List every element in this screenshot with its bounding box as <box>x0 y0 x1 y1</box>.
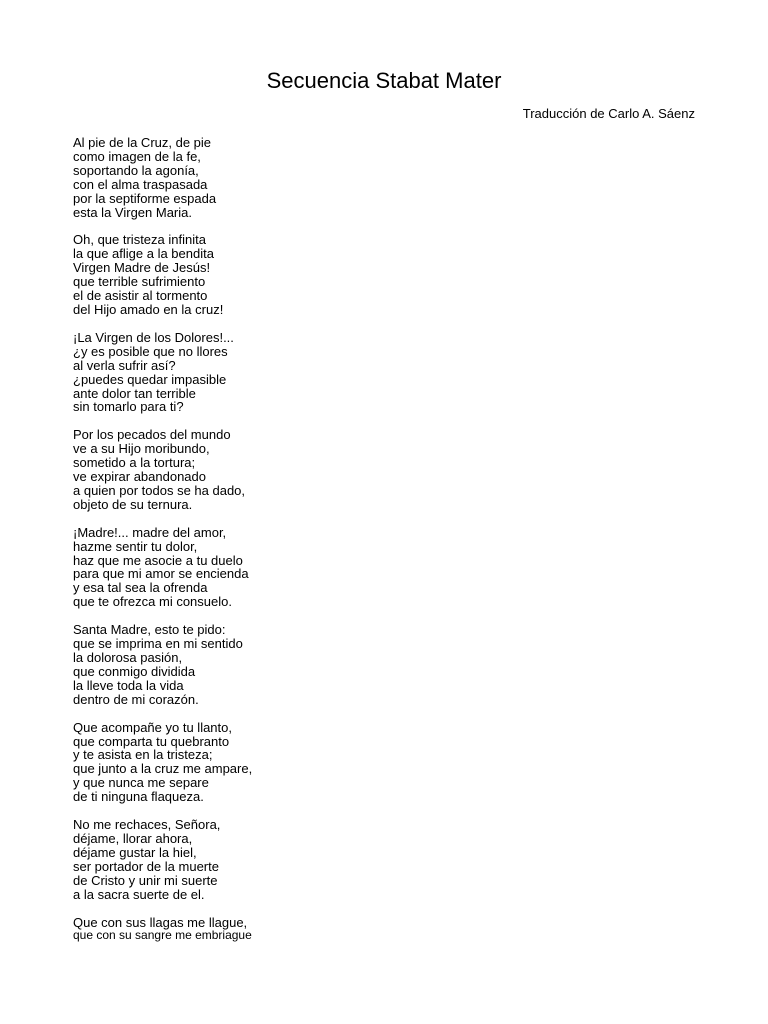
poem-line: ¡Madre!... madre del amor, <box>73 524 227 540</box>
poem-line: Que con sus llagas me llague, <box>73 914 248 930</box>
poem-line: dentro de mi corazón. <box>73 691 199 707</box>
poem-line: la que aflige a la bendita <box>73 246 214 262</box>
poem-line: que con su sangre me embriague <box>73 928 252 943</box>
poem-line: Que acompañe yo tu llanto, <box>73 719 232 735</box>
poem-line: ¿y es posible que no llores <box>73 343 228 359</box>
stanza-5 <box>73 526 693 609</box>
poem-line: No me rechaces, Señora, <box>73 817 221 833</box>
poem-line: ¡La Virgen de los Dolores!... <box>73 329 234 345</box>
poem-line: hazme sentir tu dolor, <box>73 538 198 554</box>
poem-line: que terrible sufrimiento <box>73 274 206 290</box>
poem-line: a la sacra suerte de el. <box>73 886 205 902</box>
poem-line: Al pie de la Cruz, de pie <box>73 135 212 150</box>
poem-line: a quien por todos se ha dado, <box>73 482 246 498</box>
poem-line: la lleve toda la vida <box>73 677 184 693</box>
stanza-9 <box>73 916 693 944</box>
stanza-4 <box>73 428 693 511</box>
poem-line: con el alma traspasada <box>73 176 208 192</box>
poem-body <box>73 136 693 957</box>
poem-line: como imagen de la fe, <box>73 148 201 164</box>
poem-line: y esa tal sea la ofrenda <box>73 580 208 596</box>
poem-line: Oh, que tristeza infinita <box>73 232 206 248</box>
poem-line: esta la Virgen Maria. <box>73 204 192 220</box>
poem-line: al verla sufrir así? <box>73 357 176 373</box>
poem-line: ¿puedes quedar impasible <box>73 371 227 387</box>
poem-line: Virgen Madre de Jesús! <box>73 260 211 276</box>
poem-line: sometido a la tortura; <box>73 455 196 471</box>
stanza-2 <box>73 233 693 316</box>
poem-line: que conmigo dividida <box>73 663 196 679</box>
poem-line: que se imprima en mi sentido <box>73 636 243 652</box>
poem-line: la dolorosa pasión, <box>73 650 183 665</box>
poem-line: déjame gustar la hiel, <box>73 844 197 860</box>
poem-line: sin tomarlo para ti? <box>73 399 184 415</box>
stanza-6 <box>73 623 693 706</box>
document-title: Secuencia Stabat Mater <box>266 68 502 93</box>
poem-line: Por los pecados del mundo <box>73 427 231 443</box>
poem-line: déjame, llorar ahora, <box>73 830 193 846</box>
poem-line: Santa Madre, esto te pido: <box>73 622 226 638</box>
poem-line: que junto a la cruz me ampare, <box>73 761 253 777</box>
stanza-8 <box>73 818 693 901</box>
poem-line: y que nunca me separe <box>73 775 209 791</box>
poem-line: que te ofrezca mi consuelo. <box>73 594 232 610</box>
poem-line: objeto de su ternura. <box>73 496 193 512</box>
poem-line: por la septiforme espada <box>73 190 217 206</box>
poem-line: y te asista en la tristeza; <box>73 747 213 763</box>
poem-line: de Cristo y unir mi suerte <box>73 872 218 888</box>
poem-line: haz que me asocie a tu duelo <box>73 552 243 568</box>
poem-line: para que mi amor se encienda <box>73 566 249 582</box>
poem-line: del Hijo amado en la cruz! <box>73 301 224 317</box>
poem-line: ve expirar abandonado <box>73 469 206 485</box>
stanza-7 <box>73 721 693 804</box>
translation-credit: Traducción de Carlo A. Sáenz <box>522 106 695 121</box>
poem-line: que comparta tu quebranto <box>73 733 230 749</box>
stanza-3 <box>73 331 693 414</box>
stanza-1 <box>73 136 693 219</box>
poem-line: de ti ninguna flaqueza. <box>73 789 204 805</box>
poem-line: ante dolor tan terrible <box>73 385 196 401</box>
poem-line: soportando la agonía, <box>73 162 199 178</box>
poem-line: ser portador de la muerte <box>73 858 219 874</box>
poem-line: el de asistir al tormento <box>73 288 208 304</box>
poem-line: ve a su Hijo moribundo, <box>73 441 210 457</box>
